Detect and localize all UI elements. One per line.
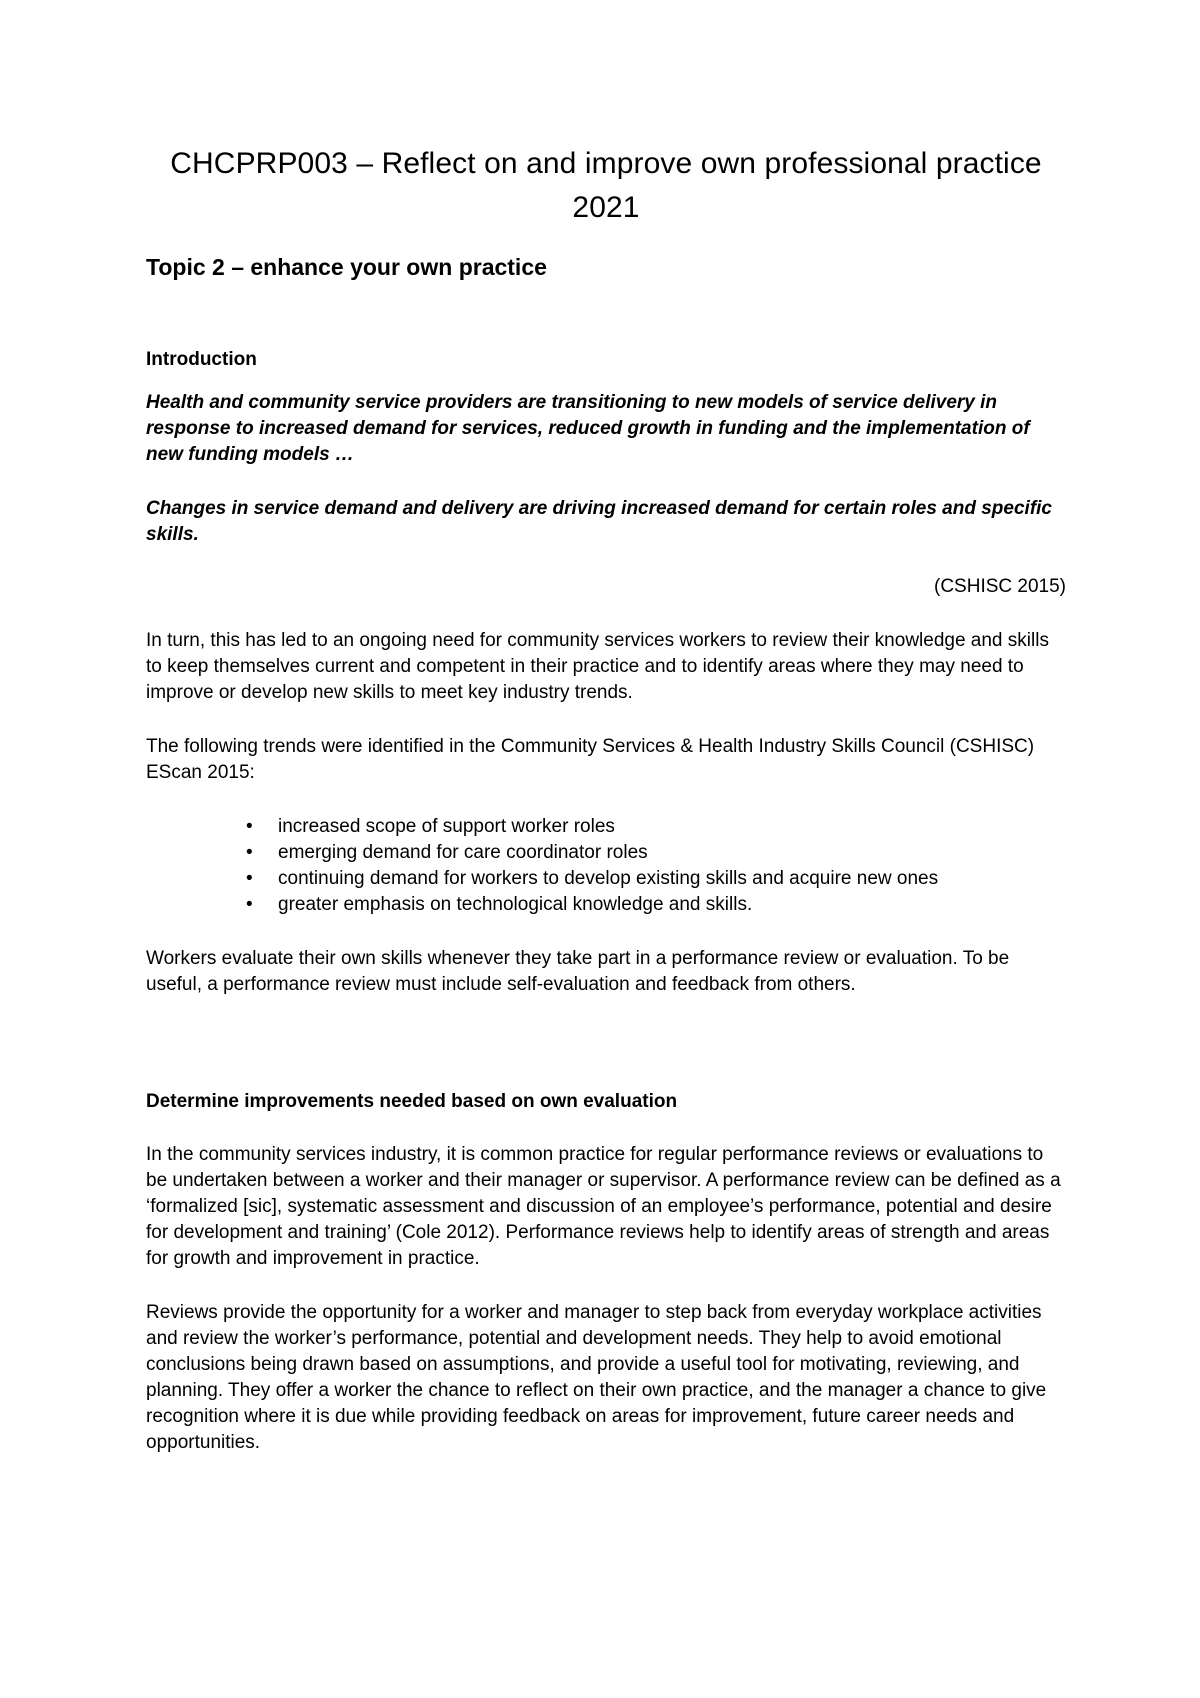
topic-heading-text: Topic 2 – enhance your own practice bbox=[146, 254, 547, 280]
determine-improvements-paragraph-1: In the community services industry, it is common practice for regular performance reviews or evaluations to be undertaken between a worker and their manager or supervisor. A performance review can be defined as a ‘formalized [sic], systematic assessment and discussion of an employee’s performance, potential and desire for development and training’ (Cole 2012). Performance reviews help to identify areas of strength and areas for growth and improvement in practice. bbox=[146, 1144, 1061, 1269]
trend-text: emerging demand for care coordinator roles bbox=[278, 842, 648, 863]
quote-citation: (CSHISC 2015) bbox=[934, 576, 1066, 597]
introduction-paragraph-2: The following trends were identified in the Community Services & Health Industry Skills Council (CSHISC) EScan 2015: bbox=[146, 736, 1035, 783]
bullet-icon: • bbox=[246, 816, 253, 837]
bullet-icon: • bbox=[246, 842, 253, 863]
introduction-heading: Introduction bbox=[146, 349, 257, 370]
determine-improvements-heading: Determine improvements needed based on own evaluation bbox=[146, 1091, 678, 1112]
trends-list bbox=[146, 814, 1066, 918]
list-item bbox=[246, 866, 1066, 892]
list-item bbox=[246, 814, 1066, 840]
list-item bbox=[246, 892, 1066, 918]
bullet-icon: • bbox=[246, 868, 253, 889]
introduction-paragraph-3: Workers evaluate their own skills whenever they take part in a performance review or evaluation. To be useful, a performance review must include self-evaluation and feedback from others. bbox=[146, 948, 1010, 995]
trend-text: increased scope of support worker roles bbox=[278, 816, 615, 837]
determine-improvements-paragraph-2: Reviews provide the opportunity for a worker and manager to step back from everyday workplace activities and review the worker’s performance, potential and development needs. They help to avoid emotional conclusions being drawn based on assumptions, and provide a useful tool for motivating, reviewing, and planning. They offer a worker the chance to reflect on their own practice, and the manager a chance to give recognition where it is due while providing feedback on areas for improvement, future career needs and opportunities. bbox=[146, 1302, 1047, 1453]
trend-text: continuing demand for workers to develop existing skills and acquire new ones bbox=[278, 868, 939, 889]
bullet-icon: • bbox=[246, 894, 253, 915]
introduction-quote-2: Changes in service demand and delivery are driving increased demand for certain roles and specific skills. bbox=[146, 498, 1052, 545]
document-body bbox=[146, 142, 1066, 1456]
introduction-paragraph-1: In turn, this has led to an ongoing need for community services workers to review their knowledge and skills to keep themselves current and competent in their practice and to identify areas where they may need to improve or develop new skills to meet key industry trends. bbox=[146, 630, 1049, 703]
trend-text: greater emphasis on technological knowledge and skills. bbox=[278, 894, 753, 915]
introduction-quote-1: Health and community service providers are transitioning to new models of service delivery in response to increased demand for services, reduced growth in funding and the implementation of new funding models … bbox=[146, 392, 1030, 465]
list-item bbox=[246, 840, 1066, 866]
topic-heading bbox=[146, 252, 1066, 282]
document-title: CHCPRP003 – Reflect on and improve own professional practice 2021 bbox=[170, 147, 1042, 224]
